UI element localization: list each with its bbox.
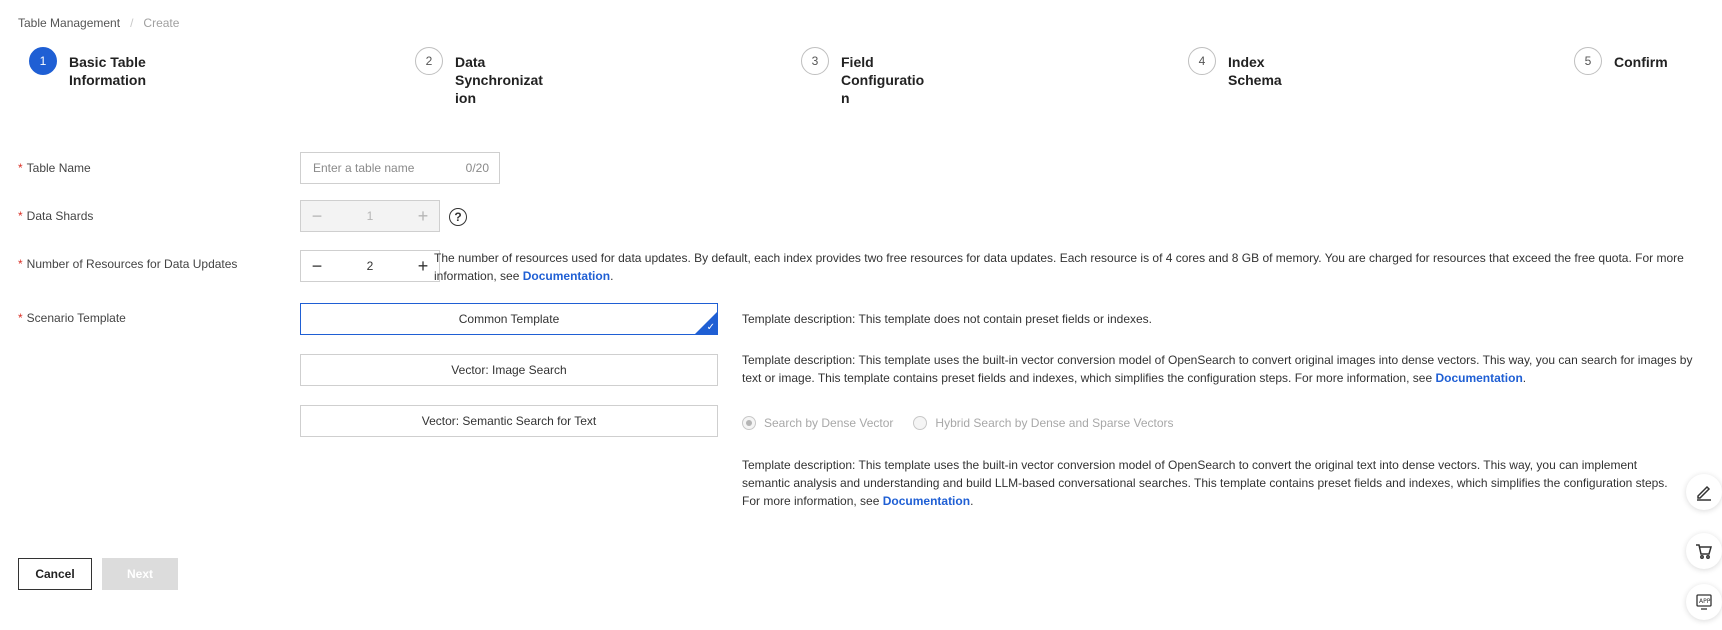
stepper-value: 1 xyxy=(366,209,374,223)
step-number: 3 xyxy=(801,47,829,75)
table-name-placeholder: Enter a table name xyxy=(313,161,415,175)
required-mark: * xyxy=(18,209,23,223)
radio-dense-vector[interactable] xyxy=(742,416,893,430)
breadcrumb-parent[interactable]: Table Management xyxy=(18,16,121,30)
update-resources-description xyxy=(434,249,1704,285)
image-search-template-button[interactable] xyxy=(300,354,718,386)
steps-progress xyxy=(29,47,1669,117)
help-icon[interactable]: ? xyxy=(449,208,467,226)
breadcrumb xyxy=(18,16,179,30)
step-number: 5 xyxy=(1574,47,1602,75)
common-template-description: Template description: This template does not contain preset fields or indexes. xyxy=(742,312,1153,326)
image-search-description xyxy=(742,351,1702,387)
breadcrumb-current: Create xyxy=(143,16,180,30)
step-label: Data Synchronizat ion xyxy=(455,54,543,106)
decrement-button: − xyxy=(311,205,323,226)
step-5 xyxy=(1574,47,1684,75)
step-4 xyxy=(1188,47,1288,89)
app-icon[interactable] xyxy=(1686,584,1722,620)
template-label: Vector: Semantic Search for Text xyxy=(421,414,597,428)
description-end: . xyxy=(610,269,614,283)
required-mark: * xyxy=(18,161,23,175)
next-button: Next xyxy=(102,558,178,590)
decrement-button[interactable]: − xyxy=(311,255,323,276)
step-number: 1 xyxy=(29,47,57,75)
breadcrumb-separator: / xyxy=(130,16,134,30)
template-label: Vector: Image Search xyxy=(451,363,567,377)
step-number: 4 xyxy=(1188,47,1216,75)
documentation-link[interactable]: Documentation xyxy=(522,269,611,283)
common-template-button[interactable] xyxy=(300,303,718,335)
description-text: The number of resources used for data updates. By default, each index provides two free resources for data updates. Each resource is of 4 cores and 8 GB of memory. You are charged for resources that exceed the free quota. For more information, see xyxy=(434,251,1684,283)
edit-icon[interactable] xyxy=(1686,474,1722,510)
description-text: Template description: This template uses the built-in vector conversion model of OpenSearch to convert original images into dense vectors. This way, you can search for images by text or image. This template contains preset fields and indexes, which simplifies the configuration steps. For more information, see xyxy=(742,353,1693,385)
table-name-input[interactable] xyxy=(300,152,500,184)
update-resources-label-text: Number of Resources for Data Updates xyxy=(26,257,238,271)
update-resources-stepper[interactable] xyxy=(300,250,440,282)
cancel-button[interactable]: Cancel xyxy=(18,558,92,590)
documentation-link[interactable]: Documentation xyxy=(882,494,971,508)
svg-text:APP: APP xyxy=(1699,598,1711,605)
update-resources-label xyxy=(18,257,237,271)
stepper-value[interactable]: 2 xyxy=(366,259,374,273)
scenario-template-label-text: Scenario Template xyxy=(26,311,126,325)
description-end: . xyxy=(970,494,974,508)
step-3 xyxy=(801,47,925,107)
data-shards-label-text: Data Shards xyxy=(26,209,94,223)
documentation-link[interactable]: Documentation xyxy=(1435,371,1523,385)
step-label: Index Schema xyxy=(1228,54,1282,88)
scenario-template-label xyxy=(18,311,126,325)
radio-button[interactable] xyxy=(742,416,756,430)
table-name-label-text: Table Name xyxy=(26,161,91,175)
description-end: . xyxy=(1522,371,1527,385)
required-mark: * xyxy=(18,311,23,325)
table-name-label xyxy=(18,161,91,175)
step-2 xyxy=(415,47,543,107)
required-mark: * xyxy=(18,257,23,271)
increment-button: + xyxy=(417,205,429,226)
char-counter: 0/20 xyxy=(465,161,489,175)
radio-label: Search by Dense Vector xyxy=(764,416,894,430)
semantic-search-template-button[interactable] xyxy=(300,405,718,437)
radio-button[interactable] xyxy=(913,416,927,430)
increment-button[interactable]: + xyxy=(417,255,429,276)
step-label: Basic Table Information xyxy=(69,54,146,88)
check-icon: ✓ xyxy=(706,322,715,333)
radio-label: Hybrid Search by Dense and Sparse Vectors xyxy=(935,416,1174,430)
semantic-search-description xyxy=(742,456,1682,510)
vector-search-radio-group xyxy=(742,416,1194,430)
template-label: Common Template xyxy=(458,312,560,326)
description-text: Template description: This template uses the built-in vector conversion model of OpenSearch to convert the original text into dense vectors. This way, you can implement semantic analysis and understanding and build LLM-based conversational searches. This template contains preset fields and indexes, which simplifies the configuration steps. For more information, see xyxy=(742,458,1668,508)
step-label: Confirm xyxy=(1614,54,1668,70)
data-shards-label xyxy=(18,209,93,223)
step-1 xyxy=(29,47,159,89)
data-shards-stepper xyxy=(300,200,440,232)
radio-hybrid-vectors[interactable] xyxy=(913,416,1173,430)
cart-icon[interactable] xyxy=(1686,533,1722,569)
step-number: 2 xyxy=(415,47,443,75)
step-label: Field Configuratio n xyxy=(841,54,925,106)
